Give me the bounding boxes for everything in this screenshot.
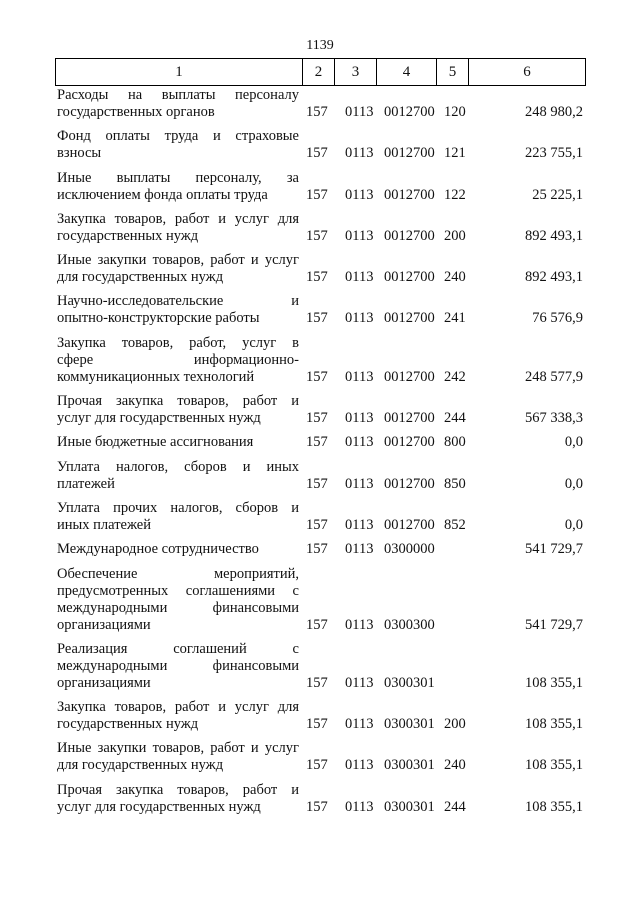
- row-c2: 157: [306, 145, 328, 162]
- table-row: [0, 128, 640, 169]
- row-c5: 200: [444, 716, 466, 733]
- table-row: [0, 252, 640, 293]
- table-row: [0, 87, 640, 128]
- row-c2: 157: [306, 434, 328, 451]
- table-row: [0, 335, 640, 393]
- row-c6: 0,0: [564, 475, 583, 492]
- row-c2: 157: [306, 716, 328, 733]
- row-description-line: Обеспечение мероприятий,: [57, 565, 299, 582]
- row-description-line: коммуникационных технологий: [57, 368, 255, 385]
- row-c3: 0113: [345, 716, 374, 733]
- table-row: [0, 500, 640, 541]
- row-c3: 0113: [345, 434, 374, 451]
- row-c4: 0012700: [384, 227, 435, 244]
- row-c2: 157: [306, 475, 328, 492]
- row-c3: 0113: [345, 616, 374, 633]
- row-c6: 892 493,1: [525, 227, 583, 244]
- row-c5: 120: [444, 104, 466, 120]
- row-c6: 541 729,7: [525, 541, 583, 558]
- row-description-line: Уплата прочих налогов, сборов и: [57, 499, 299, 516]
- row-description: [57, 252, 299, 286]
- row-c4: 0300301: [384, 798, 435, 815]
- table-row: [0, 541, 640, 565]
- row-description-line: исключением фонда оплаты труда: [57, 186, 268, 203]
- row-description-line: государственных органов: [57, 104, 215, 120]
- row-c6: 223 755,1: [525, 145, 583, 162]
- page-number: 1139: [306, 38, 334, 53]
- row-description: [57, 500, 299, 534]
- row-description: [57, 699, 299, 733]
- row-description: [57, 211, 299, 245]
- row-description-line: организациями: [57, 616, 151, 633]
- row-c6: 108 355,1: [525, 674, 583, 691]
- row-c4: 0300301: [384, 757, 435, 774]
- table-row: [0, 641, 640, 699]
- row-c5: 850: [444, 475, 466, 492]
- row-c3: 0113: [345, 757, 374, 774]
- row-c2: 157: [306, 310, 328, 327]
- row-c6: 108 355,1: [525, 716, 583, 733]
- row-c3: 0113: [345, 516, 374, 533]
- table-row: [0, 699, 640, 740]
- row-c2: 157: [306, 798, 328, 815]
- row-description-line: иных платежей: [57, 516, 151, 533]
- row-c3: 0113: [345, 269, 374, 286]
- row-description: [57, 393, 299, 427]
- row-c2: 157: [306, 541, 328, 558]
- row-c2: 157: [306, 186, 328, 203]
- row-c6: 248 577,9: [525, 368, 583, 385]
- row-c4: 0012700: [384, 145, 435, 162]
- table-row: [0, 434, 640, 458]
- row-description-line: Иные выплаты персоналу, за: [57, 169, 299, 186]
- row-description: [57, 335, 299, 386]
- row-description-line: опытно-конструкторские работы: [57, 310, 260, 327]
- row-c5: 240: [444, 757, 466, 774]
- row-c3: 0113: [345, 227, 374, 244]
- row-c6: 108 355,1: [525, 757, 583, 774]
- table-row: [0, 459, 640, 500]
- header-col-3: 3: [335, 59, 377, 86]
- row-description: [57, 740, 299, 774]
- row-c4: 0012700: [384, 516, 435, 533]
- row-description-line: Уплата налогов, сборов и иных: [57, 458, 299, 475]
- row-c6: 248 980,2: [525, 104, 583, 120]
- row-c5: 800: [444, 434, 466, 451]
- row-description-line: взносы: [57, 145, 102, 162]
- header-col-2: 2: [303, 59, 335, 86]
- row-description-line: Иные бюджетные ассигнования: [57, 434, 254, 451]
- row-description-line: Научно-исследовательские и: [57, 293, 299, 310]
- header-col-6: 6: [469, 59, 586, 86]
- row-c5: 121: [444, 145, 466, 162]
- row-c3: 0113: [345, 310, 374, 327]
- row-c6: 892 493,1: [525, 269, 583, 286]
- row-c4: 0012700: [384, 310, 435, 327]
- row-description: [57, 434, 299, 451]
- row-c4: 0012700: [384, 410, 435, 427]
- row-description-line: Международное сотрудничество: [57, 541, 259, 558]
- table-header: [55, 58, 586, 86]
- row-description-line: платежей: [57, 475, 115, 492]
- row-description-line: государственных нужд: [57, 716, 199, 733]
- row-c5: 200: [444, 227, 466, 244]
- row-description: [57, 293, 299, 327]
- row-description-line: услуг для государственных нужд: [57, 798, 261, 815]
- row-c3: 0113: [345, 145, 374, 162]
- row-description-line: предусмотренных соглашениями с: [57, 582, 299, 599]
- row-description-line: Иные закупки товаров, работ и услуг: [57, 740, 299, 757]
- row-c5: 242: [444, 368, 466, 385]
- table-row: [0, 293, 640, 334]
- row-description-line: Закупка товаров, работ и услуг для: [57, 699, 299, 716]
- row-c3: 0113: [345, 475, 374, 492]
- row-description: [57, 87, 299, 121]
- row-c2: 157: [306, 227, 328, 244]
- row-c2: 157: [306, 104, 328, 120]
- row-description-line: Иные закупки товаров, работ и услуг: [57, 252, 299, 269]
- row-c4: 0012700: [384, 434, 435, 451]
- table-row: [0, 782, 640, 823]
- row-c3: 0113: [345, 368, 374, 385]
- row-c6: 0,0: [564, 434, 583, 451]
- table-row: [0, 566, 640, 641]
- row-c2: 157: [306, 368, 328, 385]
- header-col-5: 5: [437, 59, 469, 86]
- row-description-line: Реализация соглашений с: [57, 640, 299, 657]
- row-description-line: для государственных нужд: [57, 269, 224, 286]
- row-description: [57, 459, 299, 493]
- row-c5: 240: [444, 269, 466, 286]
- row-description-line: Закупка товаров, работ, услуг в: [57, 334, 299, 351]
- row-c5: 241: [444, 310, 466, 327]
- row-c6: 108 355,1: [525, 798, 583, 815]
- row-c3: 0113: [345, 186, 374, 203]
- row-c2: 157: [306, 269, 328, 286]
- row-description: [57, 170, 299, 204]
- row-c4: 0300301: [384, 716, 435, 733]
- row-description-line: организациями: [57, 674, 151, 691]
- row-c3: 0113: [345, 798, 374, 815]
- header-col-1: 1: [56, 59, 303, 86]
- row-description-line: Прочая закупка товаров, работ и: [57, 393, 299, 410]
- row-description: [57, 641, 299, 692]
- row-c4: 0012700: [384, 269, 435, 286]
- row-c6: 567 338,3: [525, 410, 583, 427]
- row-c4: 0300301: [384, 674, 435, 691]
- row-c4: 0300300: [384, 616, 435, 633]
- row-c3: 0113: [345, 410, 374, 427]
- row-description: [57, 782, 299, 816]
- table-row: [0, 393, 640, 434]
- row-c3: 0113: [345, 104, 374, 120]
- header-col-4: 4: [377, 59, 437, 86]
- row-c2: 157: [306, 757, 328, 774]
- row-description-line: государственных нужд: [57, 227, 199, 244]
- row-description-line: Расходы на выплаты персоналу: [57, 87, 299, 103]
- row-c5: 244: [444, 798, 466, 815]
- row-c4: 0012700: [384, 186, 435, 203]
- row-description-line: Прочая закупка товаров, работ и: [57, 781, 299, 798]
- row-description-line: сфере информационно-: [57, 351, 299, 368]
- row-c2: 157: [306, 674, 328, 691]
- row-c4: 0012700: [384, 104, 435, 120]
- row-c6: 25 225,1: [532, 186, 583, 203]
- row-description-line: для государственных нужд: [57, 757, 224, 774]
- row-c5: 122: [444, 186, 466, 203]
- row-description: [57, 566, 299, 634]
- row-c2: 157: [306, 616, 328, 633]
- row-c4: 0012700: [384, 475, 435, 492]
- row-description-line: Закупка товаров, работ и услуг для: [57, 210, 299, 227]
- row-c3: 0113: [345, 674, 374, 691]
- row-description-line: международными финансовыми: [57, 599, 299, 616]
- row-c4: 0012700: [384, 368, 435, 385]
- row-c6: 0,0: [564, 516, 583, 533]
- row-c3: 0113: [345, 541, 374, 558]
- row-c5: 852: [444, 516, 466, 533]
- table-row: [0, 211, 640, 252]
- row-c5: 244: [444, 410, 466, 427]
- budget-rows: [0, 87, 640, 823]
- row-description: [57, 541, 299, 558]
- row-description-line: услуг для государственных нужд: [57, 410, 261, 427]
- row-description-line: Фонд оплаты труда и страховые: [57, 128, 299, 145]
- row-c6: 541 729,7: [525, 616, 583, 633]
- row-c2: 157: [306, 516, 328, 533]
- table-row: [0, 170, 640, 211]
- table-row: [0, 740, 640, 781]
- row-description-line: международными финансовыми: [57, 657, 299, 674]
- row-c4: 0300000: [384, 541, 435, 558]
- row-c6: 76 576,9: [532, 310, 583, 327]
- row-description: [57, 128, 299, 162]
- row-c2: 157: [306, 410, 328, 427]
